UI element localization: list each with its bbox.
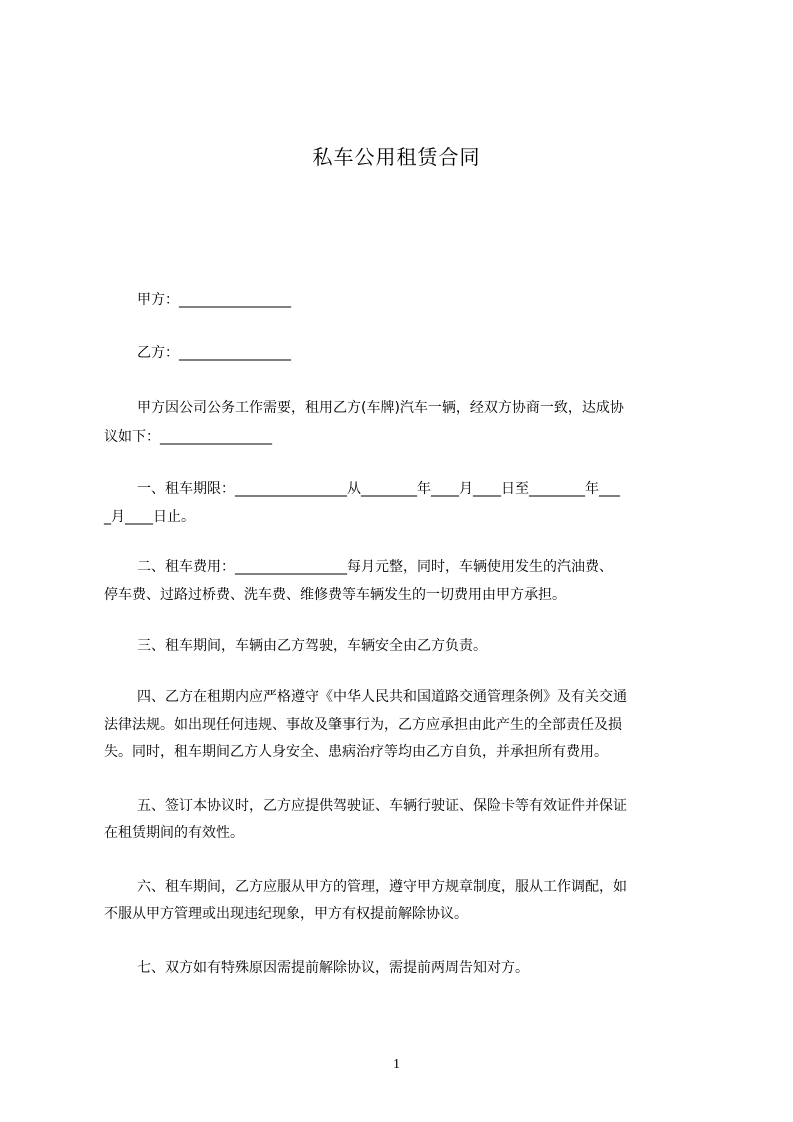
clause-7-line-1: 七、双方如有特殊原因需提前解除协议，需提前两周告知对方。 bbox=[137, 960, 529, 976]
clause-4-line-1: 四、乙方在租期内应严格遵守《中华人民共和国道路交通管理条例》及有关交通 bbox=[137, 689, 627, 705]
clause-2-line-1: 二、租车费用：________________每月元整，同时，车辆使用发生的汽油费、 bbox=[137, 559, 613, 575]
intro-line-1: 甲方因公司公务工作需要，租用乙方(车牌)汽车一辆，经双方协商一致，达成协 bbox=[137, 400, 624, 416]
clause-4-line-2: 法律法规。如出现任何违规、事故及肇事行为，乙方应承担由此产生的全部责任及损 bbox=[104, 717, 622, 733]
clause-1-line-2: _月____日止。 bbox=[104, 509, 195, 525]
document-title: 私车公用租赁合同 bbox=[312, 145, 481, 169]
clause-2-line-2: 停车费、过路过桥费、洗车费、维修费等车辆发生的一切费用由甲方承担。 bbox=[104, 587, 566, 603]
clause-5-line-1: 五、签订本协议时，乙方应提供驾驶证、车辆行驶证、保险卡等有效证件并保证 bbox=[137, 798, 627, 814]
clause-5-line-2: 在租赁期间的有效性。 bbox=[104, 825, 244, 841]
clause-6-line-2: 不服从甲方管理或出现违纪现象，甲方有权提前解除协议。 bbox=[104, 906, 468, 922]
clause-4-line-3: 失。同时，租车期间乙方人身安全、患病治疗等均由乙方自负，并承担所有费用。 bbox=[104, 744, 608, 760]
clause-6-line-1: 六、租车期间，乙方应服从甲方的管理，遵守甲方规章制度，服从工作调配，如 bbox=[137, 879, 627, 895]
party-b-line: 乙方：________________ bbox=[137, 345, 291, 361]
party-a-line: 甲方：________________ bbox=[137, 292, 291, 308]
clause-1-line-1: 一、租车期限：________________从________年____月____日至________年___ bbox=[137, 481, 620, 497]
page-number: 1 bbox=[393, 1057, 400, 1072]
clause-3-line-1: 三、租车期间，车辆由乙方驾驶，车辆安全由乙方负责。 bbox=[137, 638, 487, 654]
intro-line-2: 议如下：________________ bbox=[104, 429, 272, 445]
